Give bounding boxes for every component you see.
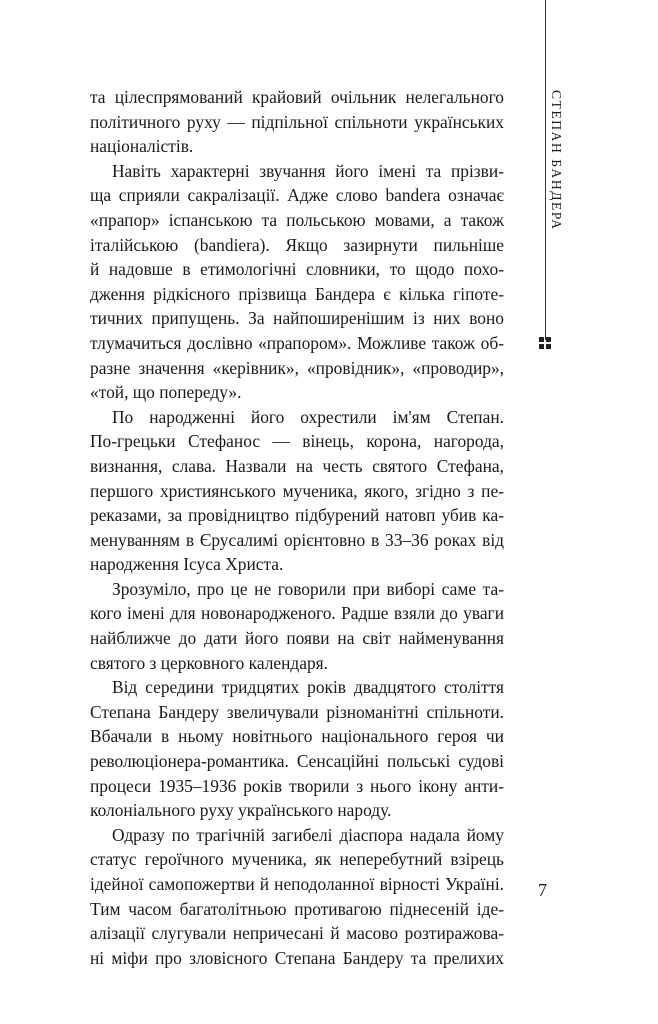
text-line: ща сприяли сакралізації. Адже слово bandera означає — [90, 185, 504, 206]
text-line: алізації слугували непричесані й масово розтиражова- — [90, 923, 504, 944]
paragraph — [90, 85, 504, 159]
text-line: Від середини тридцятих років двадцятого століття — [112, 677, 504, 698]
text-line: ні міфи про зловісного Степана Бандеру та прелихих — [90, 947, 504, 968]
text-line: менуванням в Єрусалимі орієнтовно в 33–36 роках від — [90, 529, 504, 550]
text-line: «прапор» іспанською та польською мовами, а також — [90, 209, 504, 230]
text-line: першого християнського мученика, якого, згідно з пе- — [90, 480, 504, 501]
ornament-icon — [539, 337, 553, 351]
text-line: Тим часом багатолітньою противагою піднесеній іде- — [90, 898, 504, 919]
text-line: й надовше в етимологічні словники, то щодо похо- — [90, 259, 504, 280]
text-line: дження рідкісного прізвища Бандера є кілька гіпоте- — [90, 283, 504, 304]
text-line: «той, що попереду». — [90, 382, 242, 403]
text-line: націоналістів. — [90, 136, 194, 157]
text-line: разне значення «керівник», «провідник», «проводир», — [90, 357, 504, 378]
text-line: кого імені для новонародженого. Радше взяли до уваги — [90, 603, 504, 624]
text-line: Вбачали в ньому новітнього національного героя чи — [90, 726, 504, 747]
body-text — [90, 85, 504, 970]
text-line: ідейної самопожертви й неподоланної вірності Україні. — [90, 874, 504, 894]
text-line: Одразу по трагічній загибелі діаспора надала йому — [112, 824, 504, 845]
text-line: італійською (bandiera). Якщо зазирнути пильніше — [90, 234, 504, 255]
text-line: визнання, слава. Назвали на честь святого Стефана, — [90, 455, 504, 476]
paragraph — [90, 675, 504, 823]
text-line: Зрозуміло, про це не говорили при виборі саме та- — [112, 578, 504, 599]
text-line: Степана Бандеру звеличували різноманітні спільноти. — [90, 701, 504, 722]
text-line: колоніального руху українського народу. — [90, 800, 392, 821]
paragraph — [90, 577, 504, 675]
text-line: революціонера-романтика. Сенсаційні польські судові — [90, 751, 504, 772]
text-line: тлумачиться дослівно «прапором». Можливе також об- — [90, 332, 504, 353]
text-line: По-грецьки Стефанос — вінець, корона, нагорода, — [90, 431, 504, 452]
text-line: найближче до дати його появи на світ найменування — [90, 628, 504, 649]
page-number: 7 — [538, 880, 547, 900]
paragraph — [90, 823, 504, 971]
text-line: статус героїчного мученика, як неперебутний взірець — [90, 849, 504, 870]
paragraph — [90, 159, 504, 405]
text-line: процеси 1935–1936 років творили з нього ікону анти- — [90, 775, 504, 796]
text-line: По народженні його охрестили ім'ям Степан. — [112, 406, 504, 427]
text-line: народження Ісуса Христа. — [90, 554, 284, 575]
text-line: реказами, за провідництво підбурений натовп убив ка- — [90, 505, 504, 526]
text-line: та цілеспрямований крайовий очільник нелегального — [90, 87, 504, 107]
text-line: святого з церковного календаря. — [90, 652, 329, 673]
text-line: тичних припущень. За найпоширенішим із них воно — [90, 308, 504, 329]
margin-rule — [545, 0, 546, 340]
paragraph — [90, 405, 504, 577]
text-line: Навіть характерні звучання його імені та прізви- — [112, 160, 504, 181]
text-line: політичного руху — підпільної спільноти українських — [90, 111, 504, 132]
running-head: СТЕПАН БАНДЕРА — [549, 90, 564, 231]
